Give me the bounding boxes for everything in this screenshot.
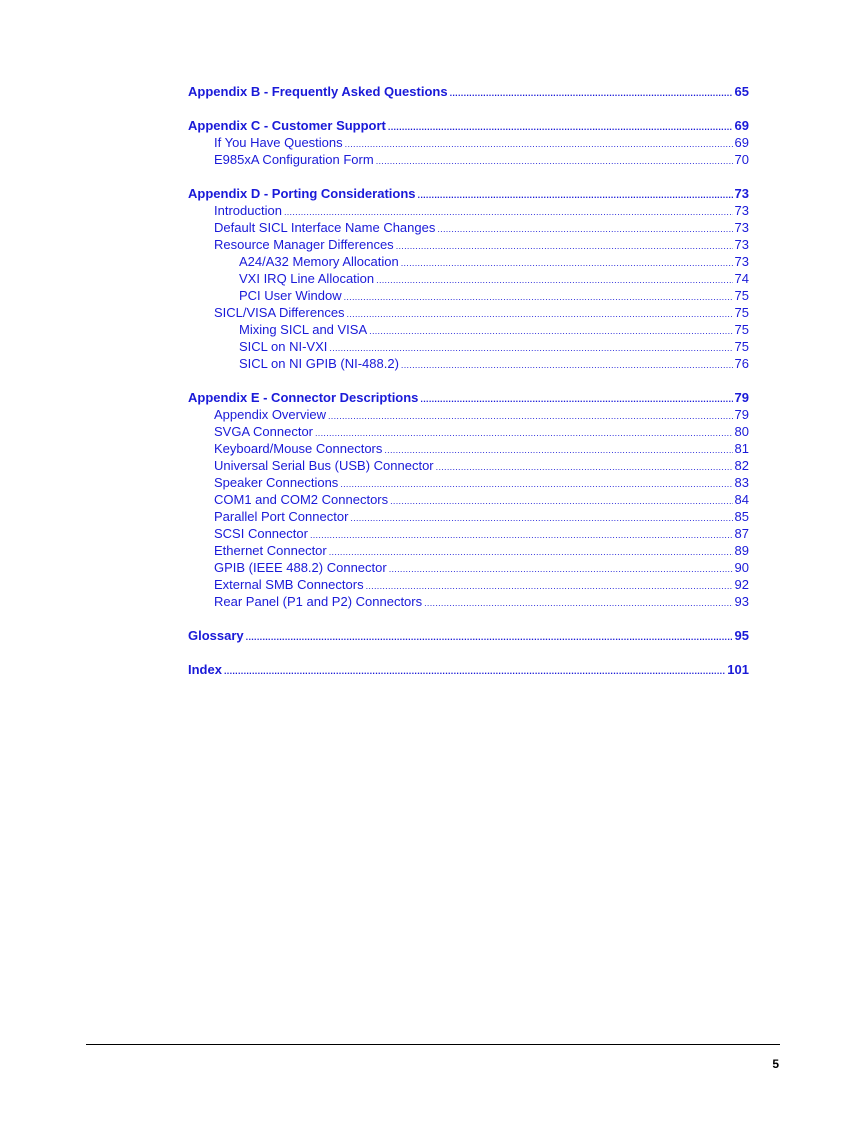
- toc-entry-title: Parallel Port Connector: [214, 509, 349, 524]
- toc-entry-page: 73: [734, 220, 749, 235]
- toc-entry-page: 87: [734, 526, 749, 541]
- toc-entry-title: SICL on NI-VXI: [239, 339, 328, 354]
- toc-entry-title: Resource Manager Differences: [214, 237, 394, 252]
- toc-entry[interactable]: [188, 287, 749, 304]
- dot-leader: [224, 663, 725, 680]
- toc-entry-page: 82: [734, 458, 749, 473]
- toc-entry[interactable]: [188, 185, 749, 202]
- toc-entry-title: Appendix D - Porting Considerations: [188, 186, 416, 201]
- toc-entry-page: 75: [734, 339, 749, 354]
- toc-entry-page: 75: [734, 288, 749, 303]
- toc-entry[interactable]: [188, 236, 749, 253]
- toc-entry-title: E985xA Configuration Form: [214, 152, 374, 167]
- toc-entry-page: 76: [734, 356, 749, 371]
- toc-entry-title: Rear Panel (P1 and P2) Connectors: [214, 594, 423, 609]
- dot-leader: [246, 629, 733, 646]
- toc-entry-title: Introduction: [214, 203, 282, 218]
- dot-leader: [344, 289, 733, 306]
- toc-entry-title: Appendix Overview: [214, 407, 326, 422]
- footer-divider: [86, 1044, 780, 1045]
- toc-entry-page: 101: [727, 662, 749, 677]
- dot-leader: [396, 238, 733, 255]
- dot-leader: [424, 595, 732, 612]
- toc-entry-title: Ethernet Connector: [214, 543, 327, 558]
- toc-entry-page: 95: [734, 628, 749, 643]
- dot-leader: [437, 221, 732, 238]
- dot-leader: [436, 459, 733, 476]
- toc-entry-title: Appendix C - Customer Support: [188, 118, 386, 133]
- toc-entry-title: SVGA Connector: [214, 424, 313, 439]
- toc-entry-title: Universal Serial Bus (USB) Connector: [214, 458, 434, 473]
- toc-entry-title: Appendix E - Connector Descriptions: [188, 390, 419, 405]
- toc-entry-page: 79: [734, 407, 749, 422]
- dot-leader: [310, 527, 733, 544]
- toc-entry[interactable]: [188, 406, 749, 423]
- dot-leader: [389, 561, 733, 578]
- toc-entry[interactable]: [188, 423, 749, 440]
- toc-entry-page: 79: [734, 390, 749, 405]
- toc-entry-title: Glossary: [188, 628, 244, 643]
- toc-entry[interactable]: [188, 474, 749, 491]
- toc-entry-page: 69: [734, 118, 749, 133]
- toc-entry-page: 70: [734, 152, 749, 167]
- table-of-contents: [188, 83, 749, 678]
- toc-entry-page: 75: [734, 305, 749, 320]
- dot-leader: [329, 544, 733, 561]
- toc-entry[interactable]: [188, 576, 749, 593]
- toc-entry[interactable]: [188, 508, 749, 525]
- toc-entry[interactable]: [188, 253, 749, 270]
- toc-entry-title: Speaker Connections: [214, 475, 339, 490]
- toc-entry[interactable]: [188, 542, 749, 559]
- toc-entry[interactable]: [188, 627, 749, 644]
- toc-entry-title: A24/A32 Memory Allocation: [239, 254, 399, 269]
- toc-entry[interactable]: [188, 440, 749, 457]
- toc-entry-title: SCSI Connector: [214, 526, 308, 541]
- dot-leader: [450, 85, 733, 102]
- toc-entry[interactable]: [188, 457, 749, 474]
- toc-entry-title: VXI IRQ Line Allocation: [239, 271, 375, 286]
- toc-entry-title: COM1 and COM2 Connectors: [214, 492, 389, 507]
- dot-leader: [369, 323, 732, 340]
- toc-entry[interactable]: [188, 491, 749, 508]
- toc-entry[interactable]: [188, 83, 749, 100]
- toc-entry-title: SICL on NI GPIB (NI-488.2): [239, 356, 399, 371]
- dot-leader: [376, 153, 733, 170]
- toc-entry[interactable]: [188, 151, 749, 168]
- toc-entry[interactable]: [188, 117, 749, 134]
- dot-leader: [347, 306, 733, 323]
- toc-entry-page: 92: [734, 577, 749, 592]
- toc-entry[interactable]: [188, 202, 749, 219]
- toc-entry-title: Default SICL Interface Name Changes: [214, 220, 436, 235]
- toc-entry-title: External SMB Connectors: [214, 577, 364, 592]
- toc-entry[interactable]: [188, 389, 749, 406]
- dot-leader: [328, 408, 733, 425]
- dot-leader: [401, 357, 733, 374]
- toc-entry-page: 85: [734, 509, 749, 524]
- toc-entry[interactable]: [188, 134, 749, 151]
- toc-entry[interactable]: [188, 304, 749, 321]
- toc-entry-title: Mixing SICL and VISA: [239, 322, 368, 337]
- toc-entry-page: 73: [734, 254, 749, 269]
- toc-entry-page: 83: [734, 475, 749, 490]
- dot-leader: [388, 119, 733, 136]
- dot-leader: [420, 391, 732, 408]
- toc-entry-page: 89: [734, 543, 749, 558]
- dot-leader: [350, 510, 732, 527]
- toc-entry-page: 69: [734, 135, 749, 150]
- toc-entry-title: Appendix B - Frequently Asked Questions: [188, 84, 448, 99]
- toc-entry-page: 65: [734, 84, 749, 99]
- toc-entry-page: 73: [734, 203, 749, 218]
- toc-entry[interactable]: [188, 559, 749, 576]
- toc-entry[interactable]: [188, 338, 749, 355]
- dot-leader: [340, 476, 732, 493]
- dot-leader: [345, 136, 733, 153]
- toc-entry-page: 81: [734, 441, 749, 456]
- dot-leader: [384, 442, 732, 459]
- toc-entry-page: 80: [734, 424, 749, 439]
- toc-entry-title: If You Have Questions: [214, 135, 343, 150]
- toc-entry-page: 73: [734, 237, 749, 252]
- toc-entry[interactable]: [188, 593, 749, 610]
- dot-leader: [390, 493, 732, 510]
- toc-entry[interactable]: [188, 355, 749, 372]
- dot-leader: [376, 272, 732, 289]
- toc-entry-page: 84: [734, 492, 749, 507]
- toc-entry-page: 90: [734, 560, 749, 575]
- toc-entry[interactable]: [188, 321, 749, 338]
- toc-entry[interactable]: [188, 219, 749, 236]
- toc-entry-title: Index: [188, 662, 222, 677]
- dot-leader: [401, 255, 733, 272]
- toc-entry-title: PCI User Window: [239, 288, 342, 303]
- toc-entry[interactable]: [188, 661, 749, 678]
- toc-entry-page: 73: [734, 186, 749, 201]
- page-number: 5: [772, 1057, 779, 1071]
- toc-entry-page: 74: [734, 271, 749, 286]
- toc-entry-title: GPIB (IEEE 488.2) Connector: [214, 560, 387, 575]
- toc-entry[interactable]: [188, 270, 749, 287]
- toc-entry-title: SICL/VISA Differences: [214, 305, 345, 320]
- toc-entry-title: Keyboard/Mouse Connectors: [214, 441, 383, 456]
- dot-leader: [418, 187, 733, 204]
- toc-entry-page: 75: [734, 322, 749, 337]
- toc-entry[interactable]: [188, 525, 749, 542]
- toc-entry-page: 93: [734, 594, 749, 609]
